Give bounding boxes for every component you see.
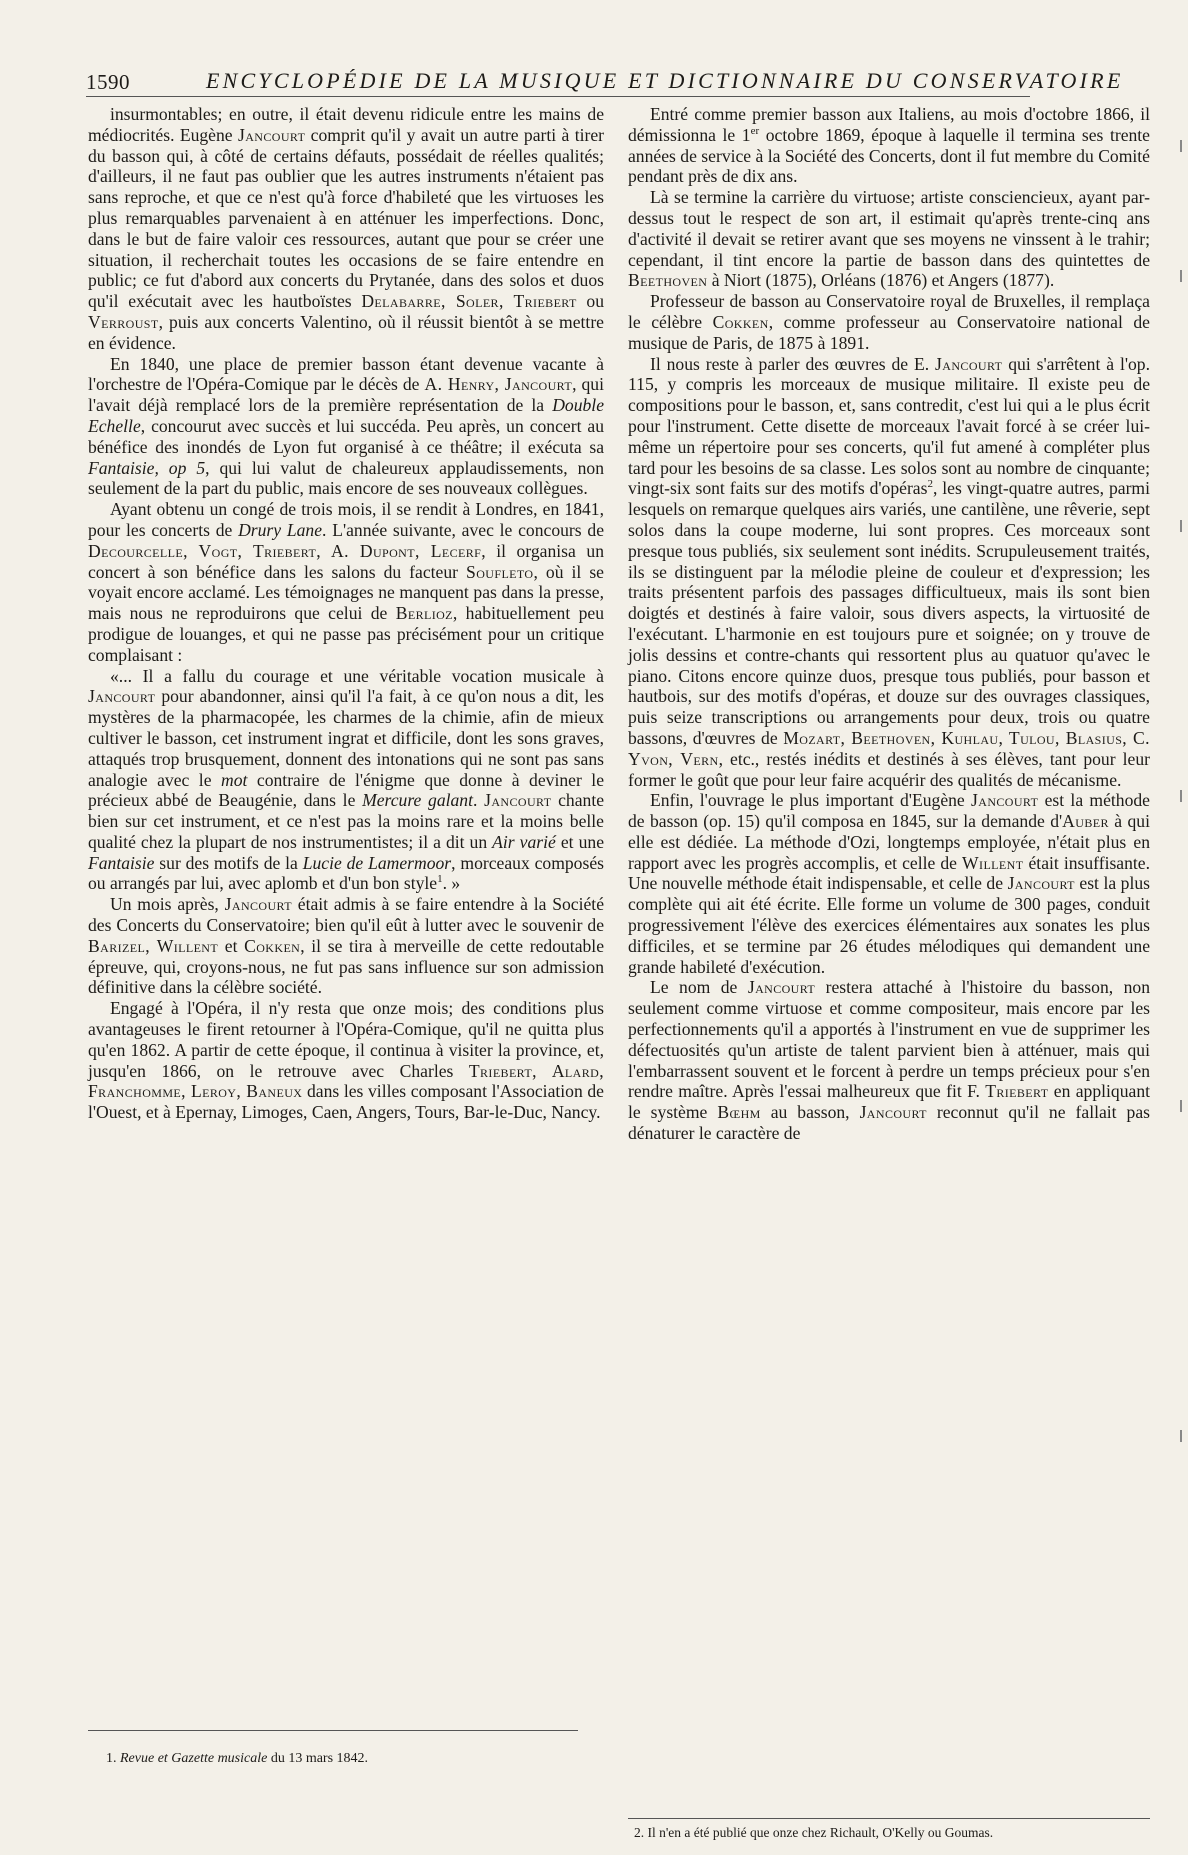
proper-name: Cokken bbox=[712, 311, 769, 332]
paragraph bbox=[88, 104, 604, 354]
text-run: octobre 1869, époque à laquelle il termina ses trente années de service à la Société des Concerts, dont il fut membre du Comité pendant près de dix ans. bbox=[628, 124, 1150, 187]
header-rule bbox=[86, 96, 1030, 97]
italic-title: Mercure galant bbox=[362, 790, 473, 811]
proper-name: Berlioz bbox=[395, 603, 453, 624]
proper-name: A. Henry, Jancourt bbox=[424, 374, 573, 395]
footnote-1: 1. Revue et Gazette musicale du 13 mars 1842. bbox=[106, 1751, 369, 1766]
paragraph bbox=[88, 998, 604, 1123]
text-run: était admis à se faire entendre à la Société des Concerts du Conservatoire; bien qu'il eût à lutter avec le souvenir de bbox=[88, 894, 605, 936]
text-run: . L'année suivante, avec le concours de bbox=[322, 519, 605, 540]
footnote-rule bbox=[628, 1818, 1150, 1819]
text-run: Engagé à l'Opéra, il n'y resta que onze mois; des conditions plus avantageuses le firent retourner à l'Opéra-Comique, qu'il ne quitta plus qu'en 1862. A partir de cette époque, il continua à visiter la province, et, jusqu'en 1866, on le retrouve avec Charles bbox=[88, 998, 604, 1081]
proper-name: Barizel, Willent bbox=[88, 935, 219, 956]
proper-name: Jancourt bbox=[859, 1102, 927, 1123]
text-run: Le nom de bbox=[650, 977, 748, 998]
text-run: Là se termine la carrière du virtuose; artiste consciencieux, ayant par-dessus tout le respect de son art, il estimait qu'après trente-cinq ans d'activité il devait se retirer avant que ses moyens ne vinssent à le trahir; cependant, il tint encore la partie de basson dans des quintettes de bbox=[628, 187, 1150, 270]
left-column bbox=[88, 104, 604, 1123]
page-header bbox=[86, 68, 1124, 98]
text-run: «... Il a fallu du courage et une véritable vocation musicale à bbox=[110, 665, 604, 686]
text-run: sur des motifs de la bbox=[154, 852, 303, 873]
text-run: En 1840, une place de premier basson étant devenue vacante à l'orchestre de l'Opéra-Comique par le décès de bbox=[88, 353, 604, 395]
text-run: comprit qu'il y avait un autre parti à tirer du basson qui, à côté de certains défauts, possédait de réelles qualités; d'ailleurs, il ne faut pas oublier que les autres instruments n'étaient pas sans reproche, et que ce n'est qu'à force d'habileté que les virtuoses les plus remarquables parvenaient à en atténuer les imperfections. Donc, dans le but de faire valoir ces ressources, autant que pour se créer une situation, il recherchait toutes les occasions de se faire entendre en public; ce fut d'abord aux concerts du Prytanée, dans des solos et duos qu'il exécutait avec les hautboïstes bbox=[88, 124, 605, 312]
proper-name: Jancourt bbox=[484, 790, 552, 811]
text-run: er bbox=[750, 124, 760, 137]
text-run: chante bien sur cet instrument, et ce n'est pas la moins rare et la moins belle qualité chez la plupart de nos instrumentistes; il a dit un bbox=[88, 790, 605, 852]
margin-mark bbox=[1180, 790, 1182, 802]
margin-mark bbox=[1180, 270, 1182, 282]
proper-name: Jancourt bbox=[237, 124, 306, 145]
italic-title: Lucie de Lamermoor bbox=[302, 852, 452, 873]
text-run: Il nous reste à parler des œuvres de E. bbox=[650, 353, 936, 374]
footnote-2: 2. Il n'en a été publié que onze chez Richault, O'Kelly ou Goumas. bbox=[634, 1825, 994, 1840]
text-run: Professeur de basson au Conservatoire royal de Bruxelles, il remplaça le célèbre bbox=[628, 291, 1150, 332]
text-run: , etc., restés inédits et destinés à ses élèves, tant pour leur former le goût que pour leur faire acquérir des qualités de mécanisme. bbox=[628, 748, 1150, 790]
text-run: . » bbox=[442, 873, 461, 894]
text-run: , les vingt-quatre autres, parmi lesquels on remarque quelques airs variés, une cantilène, une rêverie, sept solos dans la coupe moderne, lui sont propres. Ces morceaux sont presque tous publiés, six seulement sont inédits. Scrupuleusement traités, ils se distinguent par la mélodie pleine de couleur et d'expression; les traits présentent parfois des passages difficultueux, mais ils sont bien doigtés et destinés à faire valoir, sous divers aspects, la virtuosité de l'exécutant. L'harmonie en est toujours pure et soignée; on y trouve de jolis dessins et contre-chants qui ressortent plus au quatuor qu'avec le piano. Citons encore quinze duos, presque tous publiés, pour basson et hautbois, sur des motifs d'opéras, et douze sur des ouvrages classiques, puis seize transcriptions ou arrangements pour deux, trois ou quatre bassons, d'œuvres de bbox=[628, 478, 1150, 748]
footnote-ref: 2 bbox=[927, 478, 933, 491]
text-run: . bbox=[473, 790, 485, 811]
text-run: Un mois après, bbox=[110, 894, 225, 915]
proper-name: Cokken bbox=[244, 935, 301, 956]
text-run: est la méthode de basson (op. 15) qu'il composa en 1845, sur la demande d' bbox=[628, 790, 1150, 832]
text-run: , habituellement peu prodigue de louanges, et qui ne passe pas précisément pour un critique complaisant : bbox=[88, 603, 604, 665]
proper-name: Jancourt bbox=[747, 977, 816, 998]
text-run: , morceaux composés ou arrangés par lui, avec aplomb et d'un bon style bbox=[88, 852, 604, 894]
proper-name: Jancourt bbox=[88, 686, 156, 707]
quotation bbox=[88, 666, 604, 895]
paragraph bbox=[628, 104, 1150, 187]
paragraph bbox=[88, 894, 604, 998]
italic-title: Drury Lane bbox=[238, 519, 323, 540]
paragraph bbox=[628, 291, 1150, 353]
text-run: dans les villes composant l'Association de l'Ouest, et à Epernay, Limoges, Caen, Angers, Tours, Bar-le-Duc, Nancy. bbox=[88, 1081, 604, 1123]
text-run: à qui elle est dédiée. La méthode d'Ozi, longtemps employée, n'était plus en rapport avec les progrès accomplis, et celle de bbox=[628, 811, 1150, 873]
text-run: Ayant obtenu un congé de trois mois, il se rendit à Londres, en 1841, pour les concerts de bbox=[88, 499, 604, 540]
text-run: était insuffisante. Une nouvelle méthode était indispensable, et celle de bbox=[628, 852, 1151, 894]
proper-name: Verroust bbox=[88, 311, 159, 332]
text-run: , puis aux concerts Valentino, où il réussit bientôt à se mettre en évidence. bbox=[88, 311, 604, 353]
proper-name: Jancourt bbox=[971, 790, 1039, 811]
page-number: 1590 bbox=[86, 70, 130, 94]
proper-name: Delabarre, Soler, Triebert bbox=[361, 291, 577, 312]
text-run: à Niort (1875), Orléans (1876) et Angers (1877). bbox=[707, 270, 1055, 291]
proper-name: Bœhm bbox=[717, 1102, 761, 1123]
italic-title: Double Echelle bbox=[88, 395, 604, 436]
text-run: et une bbox=[555, 831, 605, 852]
text-run: Enfin, l'ouvrage le plus important d'Eugène bbox=[650, 790, 972, 811]
proper-name: Jancourt bbox=[1007, 873, 1075, 894]
proper-name: Auber bbox=[1062, 811, 1109, 832]
italic-title: Air varié bbox=[492, 831, 556, 852]
text-run: , qui lui valut de chaleureux applaudissements, non seulement de la part du public, mais encore de ses nouveaux collègues. bbox=[88, 457, 604, 499]
text-run: au basson, bbox=[760, 1102, 860, 1123]
proper-name: Mozart, Beethoven, Kuhlau, Tulou, Blasius, C. Yvon, Vern bbox=[628, 727, 1150, 769]
paragraph bbox=[88, 354, 604, 500]
text-run: est la plus complète qui ait été écrite. Elle forme un volume de 300 pages, conduit progressivement l'élève des exercices élémentaires aux sonates les plus difficiles, et se termine par 26 études mélodiques qui demandent une grande habileté d'exécution. bbox=[628, 873, 1151, 977]
proper-name: Triebert bbox=[985, 1081, 1049, 1102]
text-run: et bbox=[218, 935, 245, 956]
footnote-rule bbox=[88, 1730, 578, 1731]
footnote-ref: 1 bbox=[437, 873, 443, 886]
proper-name: Jancourt bbox=[224, 894, 292, 915]
running-title: ENCYCLOPÉDIE DE LA MUSIQUE ET DICTIONNAIRE DU CONSERVATOIRE bbox=[206, 68, 1124, 93]
proper-name: Willent bbox=[962, 852, 1024, 873]
text-run: ou bbox=[576, 291, 604, 312]
italic-title: Fantaisie, op 5 bbox=[88, 457, 206, 478]
text-run: , il organisa un concert à son bénéfice dans les salons du facteur bbox=[88, 540, 604, 582]
proper-name: Jancourt bbox=[935, 353, 1003, 374]
text-run: , où il se voyait encore acclamé. Les témoignages ne manquent pas dans la presse, mais nous ne reproduirons que celui de bbox=[88, 561, 604, 624]
right-column bbox=[628, 104, 1150, 1144]
margin-mark bbox=[1180, 140, 1182, 152]
paragraph bbox=[628, 187, 1150, 291]
text-run: Entré comme premier basson aux Italiens, au mois d'octobre 1866, il démissionna le 1 bbox=[628, 104, 1150, 145]
text-run: contraire de l'énigme que donne à deviner le précieux abbé de Beaugénie, dans le bbox=[88, 769, 605, 811]
proper-name: Decourcelle, Vogt, Triebert, A. Dupont, Lecerf bbox=[88, 540, 482, 561]
paragraph bbox=[628, 790, 1150, 977]
text-run: , il se tira à merveille de cette redoutable épreuve, qui, croyons-nous, ne fut pas sans influence sur son admission définitive dans la célèbre société. bbox=[88, 935, 604, 998]
margin-mark bbox=[1180, 1430, 1182, 1442]
text-run: , comme professeur au Conservatoire national de musique de Paris, de 1875 à 1891. bbox=[628, 311, 1150, 353]
margin-mark bbox=[1180, 520, 1182, 532]
text-run: insurmontables; en outre, il était devenu ridicule entre les mains de médiocrités. Eugène bbox=[88, 104, 604, 145]
text-run: pour abandonner, ainsi qu'il l'a fait, à ce qu'on nous a dit, les mystères de la pharmacopée, les charmes de la chimie, afin de mieux cultiver le basson, cet instrument ingrat et difficile, dont les sons graves, attaqués trop brusquement, donnent des intonations qui ne sont pas sans analogie avec le bbox=[88, 686, 604, 790]
text-run: , qui l'avait déjà remplacé lors de la première représentation de la bbox=[88, 374, 604, 416]
proper-name: Soufleto bbox=[466, 561, 534, 582]
proper-name: Beethoven bbox=[628, 270, 708, 291]
paragraph bbox=[628, 977, 1150, 1143]
text-run: , concourut avec succès et lui succéda. Peu après, un concert au bénéfice des inondés de Lyon fut organisé à ce théâtre; il exécuta sa bbox=[88, 415, 604, 457]
paragraph bbox=[628, 354, 1150, 791]
text-run: reconnut qu'il ne fallait pas dénaturer le caractère de bbox=[628, 1102, 1150, 1144]
paragraph bbox=[88, 499, 604, 665]
text-run: qui s'arrêtent à l'op. 115, y compris les morceaux de musique militaire. Il existe peu de compositions pour le basson, et, sans contredit, c'est lui qui a le plus écrit pour l'instrument. Cette disette de morceaux l'avait forcé à se créer lui-même un répertoire pour ses concerts, qu'il fut amené à compléter plus tard pour les besoins de sa classe. Les solos sont au nombre de cinquante; vingt-six sont faits sur des motifs d'opéras bbox=[628, 353, 1151, 499]
margin-mark bbox=[1180, 1100, 1182, 1112]
text-run: restera attaché à l'histoire du basson, non seulement comme virtuose et comme compositeur, mais encore par les perfectionnements qu'il a apportés à l'instrument en vue de supprimer les défectuosités qu'un artiste de talent parvient bien à atténuer, mais qui l'embarrassent souvent et le forcent à perdre un temps précieux pour s'en rendre maître. Après l'essai malheureux que fit F. bbox=[628, 977, 1150, 1102]
italic-title: Fantaisie bbox=[88, 852, 155, 873]
text-run: en appliquant le système bbox=[628, 1081, 1151, 1123]
proper-name: Triebert, Alard, Franchomme, Leroy, Baneux bbox=[88, 1060, 604, 1102]
italic-title: mot bbox=[221, 769, 248, 790]
